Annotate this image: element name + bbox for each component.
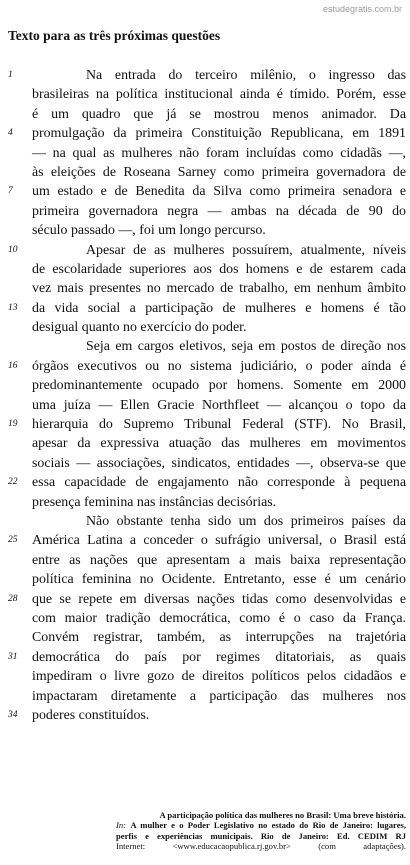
line-number: [8, 202, 22, 221]
text-line: século passado —, foi um longo percurso.: [32, 223, 266, 239]
line-number: [8, 570, 22, 589]
line-number: 19: [8, 419, 18, 430]
line-number: [8, 163, 22, 182]
line-number: [8, 221, 22, 240]
line-number: [8, 337, 22, 356]
line-number: 31: [8, 651, 18, 662]
line-number: [8, 376, 22, 395]
line-number: [8, 105, 22, 124]
text-line: órgãos executivos ou no sistema judiciário, o poder ainda é: [32, 358, 406, 374]
text-line: democrática do país por regimes ditatoriais, as quais: [32, 649, 406, 665]
source-publisher-line: perfis e experiências municipais. Rio de Janeiro: Ed. CEDIM RJ: [116, 830, 406, 841]
line-number: [8, 454, 22, 473]
line-number-column: [8, 66, 22, 725]
line-number: [8, 551, 22, 570]
text-line: que se repete em diversas nações tidas como desenvolvidas e: [32, 591, 406, 607]
text-line: política feminina no Ocidente. Entretanto, esse é um cenário: [32, 572, 406, 588]
text-line: um estado e de Benedita da Silva como primeira senadora e: [32, 184, 406, 200]
line-number: [8, 493, 22, 512]
line-number: 16: [8, 360, 18, 371]
line-number: [8, 687, 22, 706]
text-line: América Latina a conceder o sufrágio universal, o Brasil está: [32, 533, 406, 549]
text-line: poderes constituídos.: [32, 707, 150, 723]
text-line: Não obstante tenha sido um dos primeiros países da: [86, 513, 406, 529]
line-number: [8, 318, 22, 337]
line-number: [8, 85, 22, 104]
text-line: Convém registrar, também, as interrupções na trajetória: [32, 630, 406, 646]
line-number: 13: [8, 302, 18, 313]
page-heading: Texto para as três próximas questões: [8, 28, 221, 43]
text-line: uma juíza — Ellen Gracie Northfleet — alcançou o topo da: [32, 397, 406, 413]
text-line: Seja em cargos eletivos, seja em postos de direção nos: [86, 339, 406, 355]
text-line: impactaram diretamente a participação das mulheres nos: [32, 688, 406, 704]
text-line: impediram o livre gozo de direitos políticos pelos cidadãos e: [32, 669, 406, 685]
line-number: [8, 279, 22, 298]
site-watermark: estudegratis.com.br: [322, 4, 402, 14]
line-number: [8, 512, 22, 531]
text-line: entre as nações que apresentam a mais baixa representação: [32, 552, 406, 568]
text-line: da vida social a participação de mulheres e homens é tão: [32, 300, 406, 316]
text-line: Na entrada do terceiro milênio, o ingresso das: [86, 68, 406, 83]
line-number: 1: [8, 70, 13, 80]
line-number: 10: [8, 244, 18, 255]
text-line: brasileiras na política institucional ainda é tímido. Porém, esse: [32, 87, 406, 103]
text-line: sociais — associações, sindicatos, entidades —, observa-se que: [32, 455, 406, 471]
source-url-line: Internet: <www.educacaopublica.rj.gov.br> (com adaptações).: [116, 841, 406, 852]
line-number: 25: [8, 535, 18, 546]
line-number: [8, 396, 22, 415]
line-number: 7: [8, 186, 13, 197]
text-line: primeira governadora negra — ambas na década de 90 do: [32, 203, 406, 219]
line-number: [8, 434, 22, 453]
line-number: 28: [8, 593, 18, 604]
text-line: Apesar de as mulheres possuírem, atualmente, níveis: [86, 242, 406, 258]
text-line: — na qual as mulheres não foram incluídas como cidadãs —,: [32, 145, 406, 161]
line-number: 4: [8, 128, 13, 139]
text-line: presença feminina nas instâncias decisórias.: [32, 494, 277, 510]
text-line: promulgação da primeira Constituição Republicana, em 1891: [32, 126, 406, 142]
text-line: hierarquia do Supremo Tribunal Federal (STF). No Brasil,: [32, 417, 406, 433]
line-number: [8, 260, 22, 279]
text-line: às eleições de Roseana Sarney como primeira governadora de: [32, 164, 406, 180]
line-number: [8, 667, 22, 686]
text-line: desigual quanto no exercício do poder.: [32, 320, 247, 336]
text-line: de escolaridade superiores aos dos homens e de estarem cada: [32, 261, 406, 277]
text-line: apesar da expressiva atuação das mulheres em movimentos: [32, 436, 406, 452]
passage-text: [32, 66, 406, 725]
line-number: [8, 628, 22, 647]
line-number: [8, 144, 22, 163]
text-line: predominantemente ocupado por homens. Somente em 2000: [32, 378, 406, 394]
source-in-line: In: A mulher e o Poder Legislativo no estado do Rio de Janeiro: lugares,: [116, 820, 406, 831]
line-number: [8, 609, 22, 628]
source-title: A participação política das mulheres no Brasil: Uma breve história.: [159, 810, 406, 820]
line-number: 22: [8, 477, 18, 488]
source-citation: [116, 810, 406, 852]
text-line: é um quadro que já se mostrou menos animador. Da: [32, 106, 406, 122]
text-line: com maior tradição democrática, como é o caso da França.: [32, 610, 406, 626]
text-line: vez mais presentes no mercado de trabalho, em nenhum âmbito: [32, 281, 406, 297]
text-line: essa capacidade de engajamento não corresponde à pequena: [32, 475, 406, 491]
line-number: 34: [8, 709, 18, 720]
